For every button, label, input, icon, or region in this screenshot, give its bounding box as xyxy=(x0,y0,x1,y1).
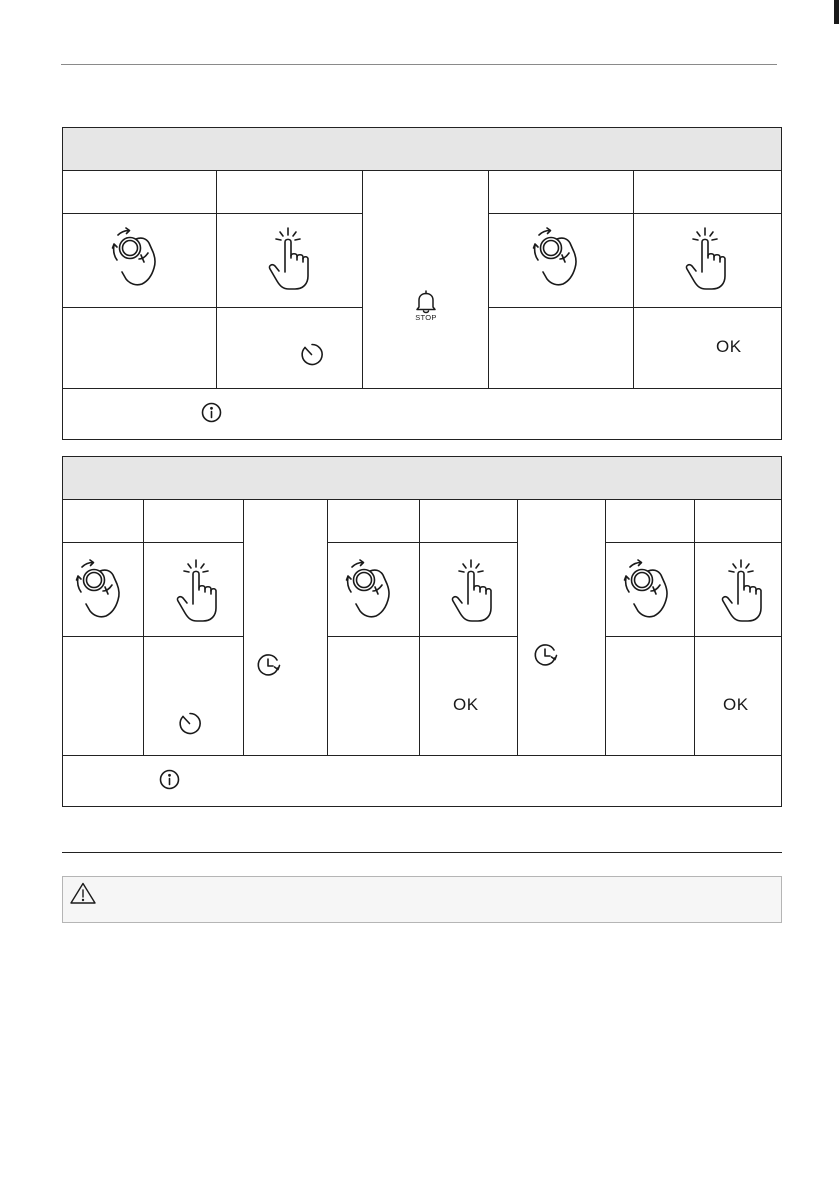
tap-finger-icon xyxy=(446,558,496,622)
table-b-header xyxy=(62,456,782,500)
tap-finger-icon xyxy=(263,226,313,290)
table-a-header xyxy=(62,127,782,171)
table-a-step1-head xyxy=(62,170,217,214)
table-a-step3-cell xyxy=(362,170,489,389)
rotate-knob-hand-icon xyxy=(620,558,680,622)
table-a-step4-head xyxy=(488,170,634,214)
ok-label: OK xyxy=(453,695,479,714)
table-a-step2-text xyxy=(216,307,363,389)
info-icon xyxy=(202,403,222,423)
table-b-step6-cell xyxy=(517,499,606,756)
table-b-step4-head xyxy=(327,499,420,543)
table-b-step1-head xyxy=(62,499,144,543)
table-b-step8-head xyxy=(694,499,782,543)
table-b-step4-text xyxy=(327,636,420,756)
table-b-step3-cell xyxy=(243,499,328,756)
table-b-step7-head xyxy=(605,499,695,543)
bell-icon xyxy=(411,290,441,314)
table-a-step1-text xyxy=(62,307,217,389)
warning-box xyxy=(62,876,782,923)
clock-icon xyxy=(535,644,559,666)
clock-icon xyxy=(258,654,282,676)
warning-triangle-icon xyxy=(70,882,96,904)
ok-label: OK xyxy=(716,337,742,356)
table-a-step5-head xyxy=(633,170,782,214)
tap-finger-icon xyxy=(171,558,221,622)
info-icon xyxy=(160,770,180,790)
rotate-knob-hand-icon xyxy=(72,558,132,622)
table-a-info-row xyxy=(62,388,782,440)
stop-label: STOP xyxy=(415,313,437,322)
bell-stop-icon xyxy=(411,290,441,324)
tap-finger-icon xyxy=(680,226,730,290)
top-divider xyxy=(61,64,777,65)
timer-icon xyxy=(302,343,324,365)
rotate-knob-hand-icon xyxy=(108,226,168,290)
table-a-step5-text xyxy=(633,307,782,389)
table-b-step2-head xyxy=(143,499,244,543)
table-b xyxy=(62,456,782,807)
table-b-step7-text xyxy=(605,636,695,756)
table-b-step1-text xyxy=(62,636,144,756)
ok-label: OK xyxy=(723,695,749,714)
table-b-step2-text xyxy=(143,636,244,756)
page-edge-marker xyxy=(834,0,839,24)
table-a-step4-text xyxy=(488,307,634,389)
table-b-step5-head xyxy=(419,499,518,543)
section-divider xyxy=(62,852,782,853)
tap-finger-icon xyxy=(716,558,766,622)
rotate-knob-hand-icon xyxy=(342,558,402,622)
table-a xyxy=(62,127,782,440)
table-a-step2-head xyxy=(216,170,363,214)
rotate-knob-hand-icon xyxy=(529,226,589,290)
timer-icon xyxy=(180,712,202,734)
